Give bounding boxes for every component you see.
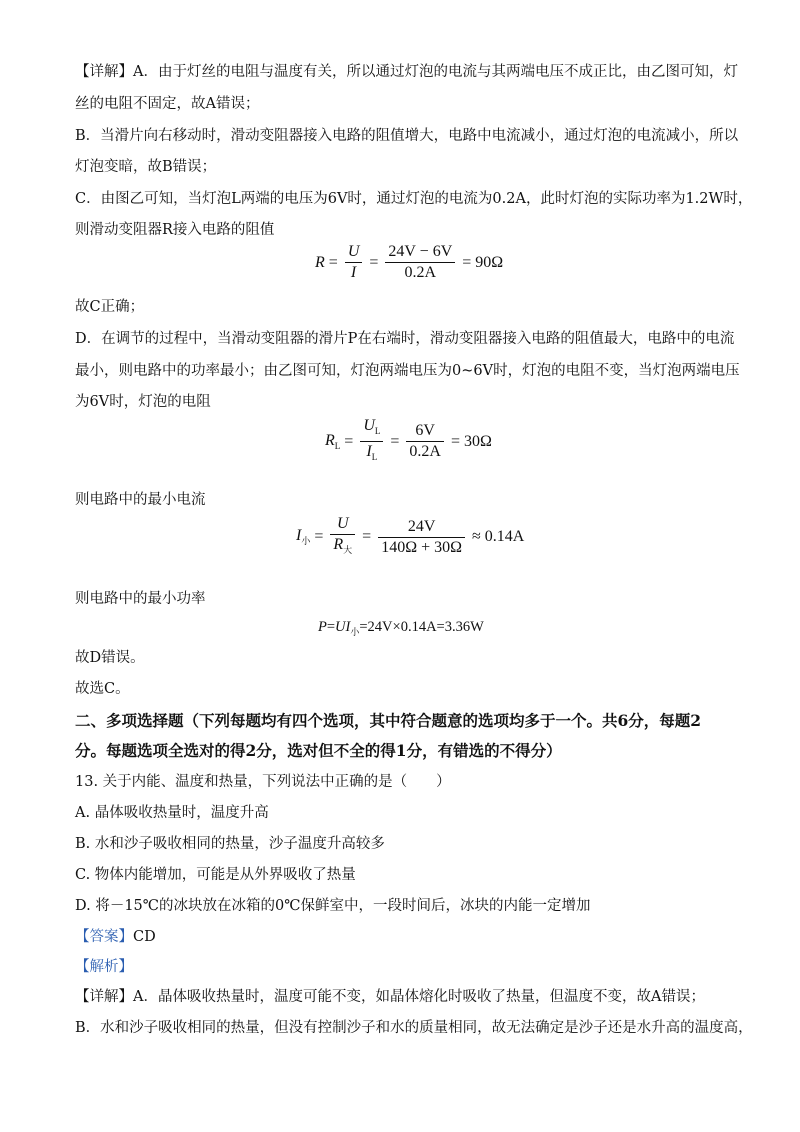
text-line: 则电路中的最小电流 — [75, 492, 206, 508]
text-line: B．水和沙子吸收相同的热量，但没有控制沙子和水的质量相同，故无法确定是沙子还是水升高的温度高， — [75, 1020, 753, 1036]
option-d: D. 将－15℃的冰块放在冰箱的0℃保鲜室中，一段时间后，冰块的内能一定增加 — [75, 898, 591, 914]
text-line: 【详解】A．由于灯丝的电阻与温度有关，所以通过灯泡的电流与其两端电压不成正比，由乙图可知，灯 — [75, 64, 738, 80]
text-line: B．当滑片向右移动时，滑动变阻器接入电路的阻值增大，电路中电流减小，通过灯泡的电流减小，所以 — [75, 128, 739, 144]
text-line: C．由图乙可知，当灯泡L两端的电压为6V时，通过灯泡的电流为0.2A，此时灯泡的实际功率为1.2W时， — [75, 191, 753, 207]
option-b: B. 水和沙子吸收相同的热量，沙子温度升高较多 — [75, 836, 385, 852]
answer-value: CD — [133, 929, 156, 945]
equation-r: R = $\frac{U}{I}$ = $\frac{24V - 6V}{0.2A}$ = 90Ω — [315, 243, 504, 281]
equation-imin: $I_小$ = $\frac{U}{R_大}$ = $\frac{24V}{140\Omega + 30\Omega}$ ≈ 0.14A — [296, 515, 525, 556]
section-heading: 二、多项选择题（下列每题均有四个选项，其中符合题意的选项均多于一个。共6分，每题2 — [75, 711, 702, 730]
text-line: 灯泡变暗，故B错误； — [75, 159, 217, 175]
text-line: 为6V时，灯泡的电阻 — [75, 394, 211, 410]
text-line: 则滑动变阻器R接入电路的阻值 — [75, 222, 275, 238]
text-line: 故选C。 — [75, 681, 130, 697]
equation-pmin: $P=UI_小=24V\times 0.14A=3.36W$ — [318, 619, 484, 637]
question-stem: 13. 关于内能、温度和热量，下列说法中正确的是（ ） — [75, 774, 451, 790]
option-c: C. 物体内能增加，可能是从外界吸收了热量 — [75, 867, 356, 883]
text-line: 丝的电阻不固定，故A错误； — [75, 96, 260, 112]
analysis-label: 【解析】 — [75, 959, 133, 975]
text-line: 故C正确； — [75, 299, 145, 315]
section-heading: 分。每题选项全选对的得2分，选对但不全的得1分，有错选的不得分） — [75, 741, 562, 760]
text-line: 则电路中的最小功率 — [75, 591, 206, 607]
equation-rl: $R_L$ = $\frac{U_L}{I_L}$ = $\frac{6V}{0.2A}$ = 30Ω — [325, 417, 492, 463]
text-line: 【详解】A．晶体吸收热量时，温度可能不变，如晶体熔化时吸收了热量，但温度不变，故A错误； — [75, 989, 705, 1005]
text-line: 故D错误。 — [75, 650, 145, 666]
text-line: D．在调节的过程中，当滑动变阻器的滑片P在右端时，滑动变阻器接入电路的阻值最大，电路中的电流 — [75, 331, 735, 347]
answer-label: 【答案】 — [75, 929, 133, 945]
text-line: 最小，则电路中的功率最小；由乙图可知，灯泡两端电压为0~6V时，灯泡的电阻不变，当灯泡两端电压 — [75, 363, 740, 379]
option-a: A. 晶体吸收热量时，温度升高 — [75, 805, 269, 821]
answer-line — [75, 927, 156, 947]
